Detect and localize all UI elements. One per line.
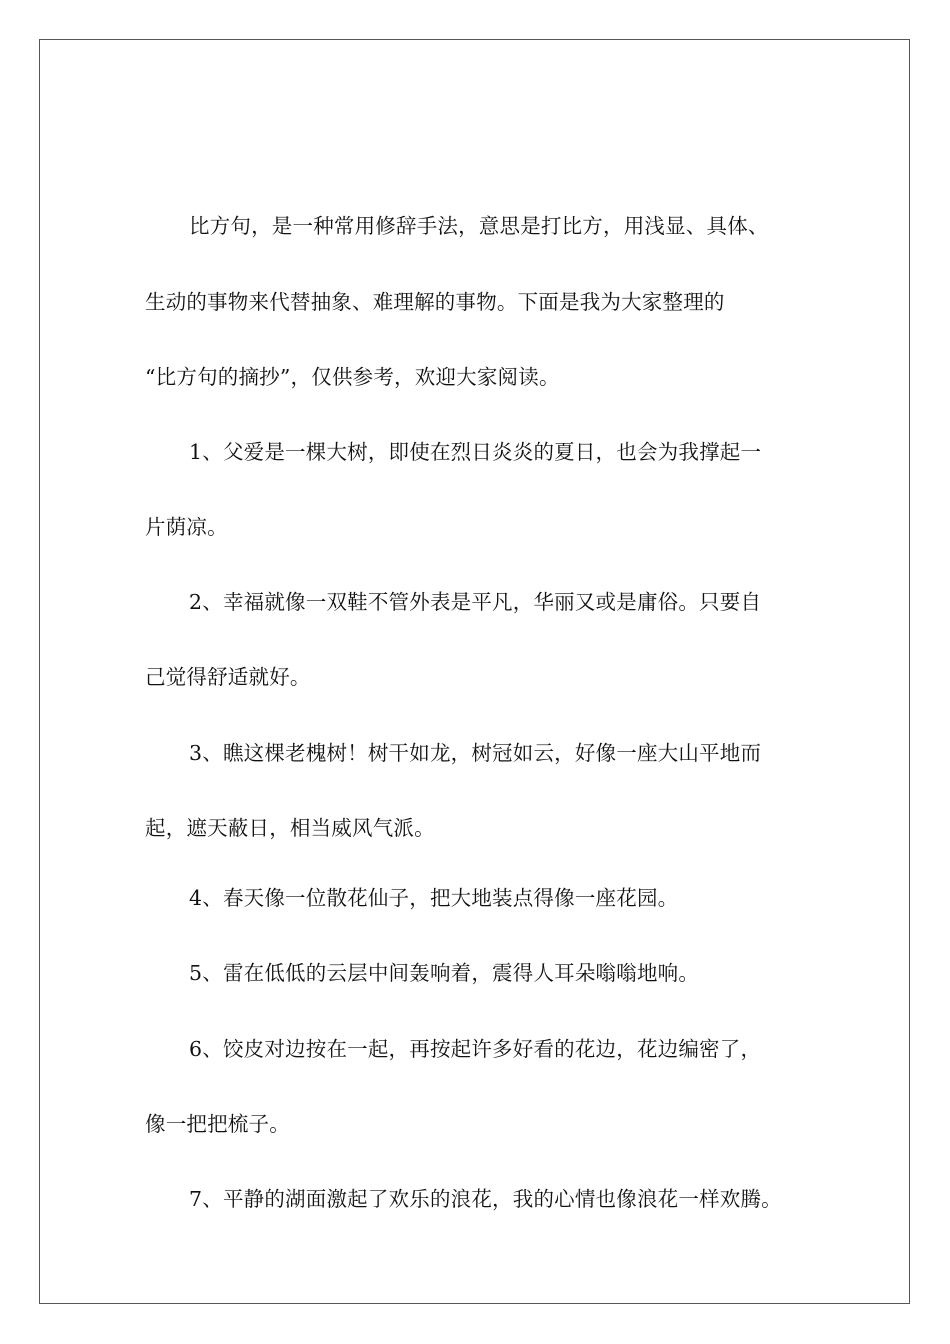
item-6-line-2: 像一把把梳子。 bbox=[145, 1112, 290, 1136]
intro-line-3: “比方句的摘抄”，仅供参考，欢迎大家阅读。 bbox=[145, 365, 560, 389]
item-2-line-2: 己觉得舒适就好。 bbox=[145, 665, 311, 689]
intro-line-2: 生动的事物来代替抽象、难理解的事物。下面是我为大家整理的 bbox=[145, 290, 725, 314]
item-4-line-1: 4、春天像一位散花仙子，把大地装点得像一座花园。 bbox=[189, 886, 679, 910]
item-6-line-1: 6、饺皮对边按在一起，再按起许多好看的花边，花边编密了， bbox=[189, 1037, 762, 1061]
item-3-line-2: 起，遮天蔽日，相当威风气派。 bbox=[145, 816, 435, 840]
item-3-line-1: 3、瞧这棵老槐树！树干如龙，树冠如云，好像一座大山平地而 bbox=[189, 741, 762, 765]
item-1-line-2: 片荫凉。 bbox=[145, 515, 228, 539]
intro-line-1: 比方句，是一种常用修辞手法，意思是打比方，用浅显、具体、 bbox=[189, 214, 769, 238]
item-1-line-1: 1、父爱是一棵大树，即使在烈日炎炎的夏日，也会为我撑起一 bbox=[189, 440, 762, 464]
item-5-line-1: 5、雷在低低的云层中间轰响着，震得人耳朵嗡嗡地响。 bbox=[189, 961, 700, 985]
item-7-line-1: 7、平静的湖面激起了欢乐的浪花，我的心情也像浪花一样欢腾。 bbox=[189, 1187, 782, 1211]
item-2-line-1: 2、幸福就像一双鞋不管外表是平凡，华丽又或是庸俗。只要自 bbox=[189, 590, 762, 614]
